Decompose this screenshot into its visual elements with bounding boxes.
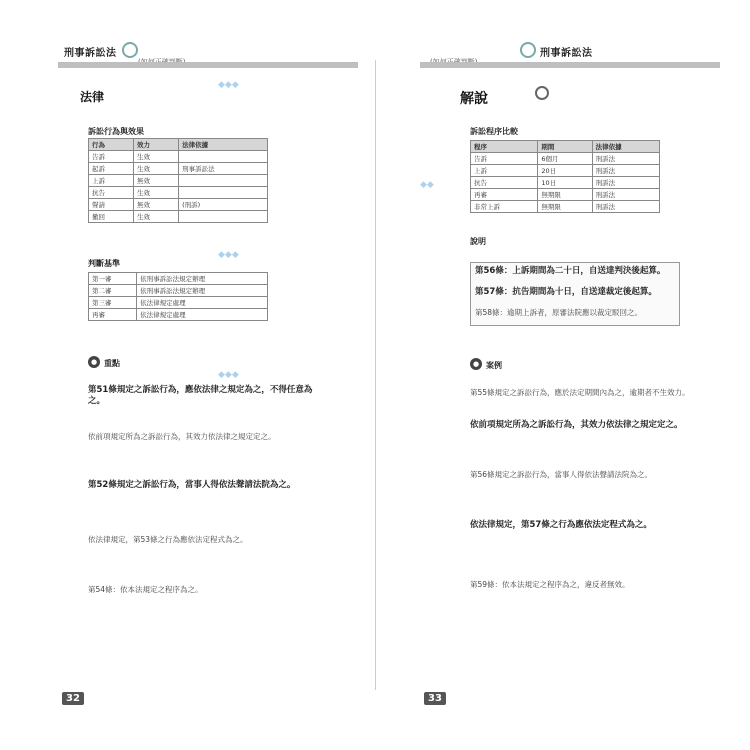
left-paragraph: 依法律規定，第53條之行為應依法定程式為之。 — [88, 535, 248, 544]
table-header: 期間 — [538, 141, 592, 153]
right-table1 — [470, 140, 660, 213]
key-points-box — [470, 262, 680, 326]
right-note-label: 說明 — [470, 237, 486, 246]
bullet-icon: ● — [88, 356, 100, 368]
left-header-title: 刑事訴訟法 — [64, 48, 117, 59]
table-row — [471, 153, 660, 165]
right-section-title: 解說 — [460, 91, 488, 107]
right-page — [420, 40, 720, 705]
right-header-title: 刑事訴訟法 — [540, 48, 593, 59]
table-cell: 刑事訴訟法 — [179, 163, 268, 175]
table-cell: 生效 — [134, 187, 179, 199]
header-badge-icon — [520, 42, 536, 58]
table-header: 法律依據 — [179, 139, 268, 151]
table-cell: 上訴 — [471, 165, 538, 177]
header-badge-icon — [122, 42, 138, 58]
right-page-number: 33 — [424, 692, 446, 705]
table-cell — [179, 187, 268, 199]
table-row — [89, 309, 268, 321]
table-cell: 再審 — [471, 189, 538, 201]
table-cell: 起訴 — [89, 163, 134, 175]
right-sub-heading: 案例 — [486, 361, 502, 370]
table-row — [89, 297, 268, 309]
table-cell: 生效 — [134, 211, 179, 223]
table-cell: 6個月 — [538, 153, 592, 165]
table-row — [89, 163, 268, 175]
left-paragraph: 第52條規定之訴訟行為，當事人得依法聲請法院為之。 — [88, 480, 296, 490]
left-box1-label: 訴訟行為與效果 — [88, 127, 144, 136]
left-table1 — [88, 138, 268, 223]
table-cell: 依刑事訴訟法規定辦理 — [137, 285, 268, 297]
table-cell: 無效 — [134, 199, 179, 211]
table-cell: 告訴 — [89, 151, 134, 163]
table-cell: 生效 — [134, 163, 179, 175]
key-point: 第56條：上訴期間為二十日，自送達判決後起算。 — [475, 266, 666, 276]
table-row — [89, 285, 268, 297]
key-point: 第58條：逾期上訴者，原審法院應以裁定駁回之。 — [475, 308, 643, 317]
table-cell: 抗告 — [471, 177, 538, 189]
table-cell: 上訴 — [89, 175, 134, 187]
table-header: 程序 — [471, 141, 538, 153]
table-cell: 依刑事訴訟法規定辦理 — [137, 273, 268, 285]
left-paragraph: 依前項規定所為之訴訟行為，其效力依法律之規定定之。 — [88, 432, 276, 441]
table-cell: 刑訴法 — [592, 177, 659, 189]
table-cell: 無期限 — [538, 201, 592, 213]
watermark-mark: ◆◆ — [420, 180, 434, 190]
table-row — [471, 165, 660, 177]
table-cell — [179, 175, 268, 187]
right-paragraph: 第59條：依本法規定之程序為之，違反者無效。 — [470, 580, 630, 589]
table-cell: 依法律規定處理 — [137, 297, 268, 309]
left-box2-label: 判斷基準 — [88, 259, 120, 268]
table-cell: 20日 — [538, 165, 592, 177]
table-cell: 再審 — [89, 309, 137, 321]
left-page — [58, 40, 358, 705]
key-point: 第57條：抗告期間為十日，自送達裁定後起算。 — [475, 287, 657, 297]
left-section-title: 法律 — [80, 90, 105, 104]
table-cell: 第一審 — [89, 273, 137, 285]
table-row — [89, 211, 268, 223]
left-sub-heading: 重點 — [104, 359, 120, 368]
right-paragraph: 第56條規定之訴訟行為，當事人得依法聲請法院為之。 — [470, 470, 653, 479]
watermark-mark: ◆◆◆ — [218, 370, 239, 380]
left-page-number: 32 — [62, 692, 84, 705]
table-row — [89, 151, 268, 163]
table-row — [471, 201, 660, 213]
table-cell: 無期限 — [538, 189, 592, 201]
right-box1-label: 訴訟程序比較 — [470, 127, 518, 136]
left-paragraph: 第51條規定之訴訟行為，應依法律之規定為之，不得任意為之。 — [88, 385, 313, 406]
right-paragraph: 依前項規定所為之訴訟行為，其效力依法律之規定定之。 — [470, 420, 683, 430]
table-cell: 刑訴法 — [592, 153, 659, 165]
table-cell: 抗告 — [89, 187, 134, 199]
table-cell: 依法律規定處理 — [137, 309, 268, 321]
page-gutter — [375, 60, 376, 690]
table-row — [89, 273, 268, 285]
table-cell: 告訴 — [471, 153, 538, 165]
table-cell: 生效 — [134, 151, 179, 163]
table-cell: 無效 — [134, 175, 179, 187]
watermark-mark: ◆◆◆ — [218, 80, 239, 90]
right-paragraph: 依法律規定，第57條之行為應依法定程式為之。 — [470, 520, 652, 530]
left-header-band — [58, 62, 358, 68]
table-header: 行為 — [89, 139, 134, 151]
left-paragraph: 第54條：依本法規定之程序為之。 — [88, 585, 203, 594]
table-cell: 第三審 — [89, 297, 137, 309]
table-header: 效力 — [134, 139, 179, 151]
table-cell: (刑訴) — [179, 199, 268, 211]
right-header-band — [420, 62, 720, 68]
table-cell: 10日 — [538, 177, 592, 189]
table-row — [89, 175, 268, 187]
table-cell — [179, 211, 268, 223]
table-cell: 非常上訴 — [471, 201, 538, 213]
table-cell: 第二審 — [89, 285, 137, 297]
left-table2 — [88, 272, 268, 321]
table-row — [89, 187, 268, 199]
table-cell: 刑訴法 — [592, 189, 659, 201]
table-row — [89, 199, 268, 211]
table-cell: 刑訴法 — [592, 201, 659, 213]
table-cell: 撤回 — [89, 211, 134, 223]
right-paragraph: 第55條規定之訴訟行為，應於法定期間內為之，逾期者不生效力。 — [470, 388, 690, 397]
table-cell: 聲請 — [89, 199, 134, 211]
table-row — [471, 177, 660, 189]
table-cell: 刑訴法 — [592, 165, 659, 177]
table-row — [471, 189, 660, 201]
watermark-mark: ◆◆◆ — [218, 250, 239, 260]
table-cell — [179, 151, 268, 163]
table-header: 法律依據 — [592, 141, 659, 153]
decorative-circle-icon — [535, 86, 549, 100]
bullet-icon: ● — [470, 358, 482, 370]
